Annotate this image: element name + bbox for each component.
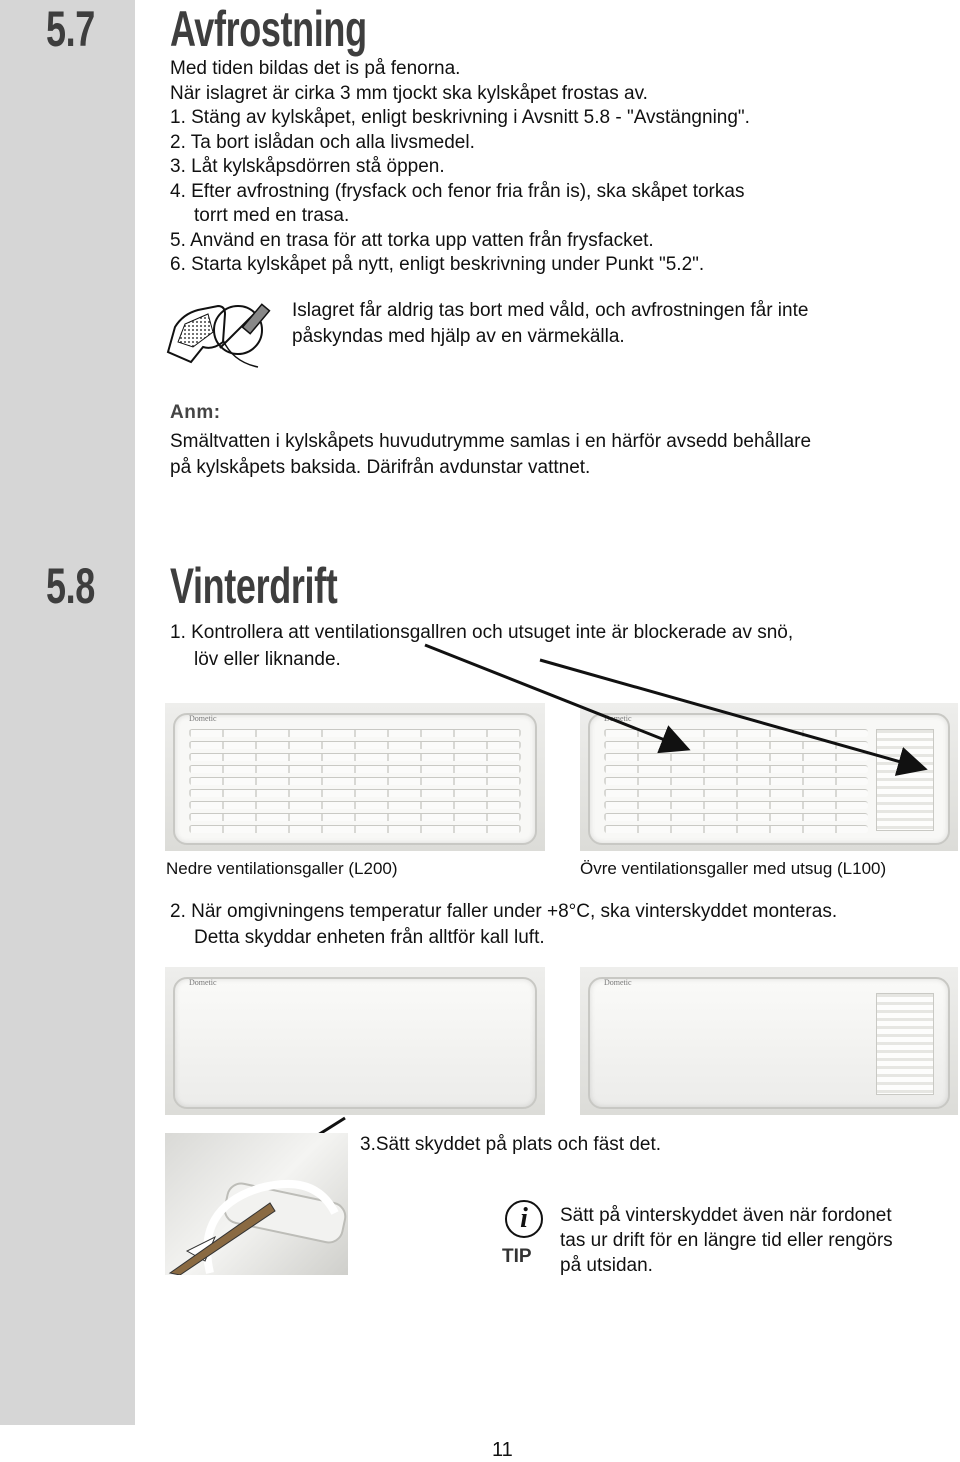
caption-upper-vent: Övre ventilationsgaller med utsug (L100) (580, 859, 887, 878)
step-5: 5. Använd en trasa för att torka upp vatten från frysfacket. (170, 229, 654, 251)
step-1-line: löv eller liknande. (194, 649, 341, 670)
brand-logo: Dometic (189, 714, 217, 723)
arrow-to-lower-vent (425, 645, 685, 748)
text-line: När islagret är cirka 3 mm tjockt ska kylskåpet frostas av. (170, 82, 648, 104)
step-2-line: Detta skyddar enheten från alltför kall luft. (194, 927, 545, 948)
step-4-continued: torrt med en trasa. (194, 205, 350, 226)
winter-step-3: 3.Sätt skyddet på plats och fäst det. (360, 1134, 662, 1155)
exhaust-vent (876, 993, 934, 1095)
note-label: Anm: (170, 402, 221, 423)
lower-winter-cover-photo (165, 967, 545, 1115)
step-2: 2. Ta bort islådan och alla livsmedel. (170, 131, 475, 153)
step-2-line: 2. När omgivningens temperatur faller under +8°C, ska vinterskyddet monteras. (170, 901, 838, 922)
tip-badge (502, 1200, 544, 1280)
fastening-cover-photo (165, 1133, 348, 1275)
tip-line: på utsidan. (560, 1255, 653, 1276)
info-icon: i (505, 1200, 543, 1238)
section-number-5-7: 5.7 (46, 1, 95, 57)
step-1: 1. Stäng av kylskåpet, enligt beskrivning i Avsnitt 5.8 - "Avstängning". (170, 107, 750, 128)
step-6: 6. Starta kylskåpet på nytt, enligt beskrivning under Punkt "5.2". (170, 254, 705, 275)
step-3: 3. Låt kylskåpsdörren stå öppen. (170, 156, 445, 177)
brand-logo: Dometic (604, 978, 632, 987)
step-4: 4. Efter avfrostning (frysfack och fenor fria från is), ska skåpet torkas (170, 180, 745, 202)
step-1-line: 1. Kontrollera att ventilationsgallren och utsuget inte är blockerade av snö, (170, 622, 794, 643)
tip-line: tas ur drift för en längre tid eller rengörs (560, 1230, 893, 1251)
tip-text (560, 1203, 893, 1278)
section-title-vinterdrift: Vinterdrift (170, 558, 338, 614)
text-line: Med tiden bildas det is på fenorna. (170, 58, 461, 79)
section-number-5-8: 5.8 (46, 558, 95, 614)
tip-line: Sätt på vinterskyddet även när fordonet (560, 1205, 892, 1226)
upper-winter-cover-photo (580, 967, 958, 1115)
caption-lower-vent: Nedre ventilationsgaller (L200) (166, 859, 398, 878)
page-number: 11 (492, 1439, 513, 1461)
warning-line: Islagret får aldrig tas bort med våld, och avfrostningen får inte (292, 300, 809, 321)
section-title-avfrostning: Avfrostning (170, 1, 367, 57)
winter-step-2 (170, 899, 837, 951)
warning-line: påskyndas med hjälp av en värmekälla. (292, 326, 625, 347)
brand-logo: Dometic (604, 714, 632, 723)
note-line: Smältvatten i kylskåpets huvudutrymme samlas i en härför avsedd behållare (170, 431, 812, 452)
note-line: på kylskåpets baksida. Därifrån avdunstar vattnet. (170, 457, 591, 478)
tip-label: TIP (502, 1246, 532, 1267)
brand-logo: Dometic (189, 978, 217, 987)
